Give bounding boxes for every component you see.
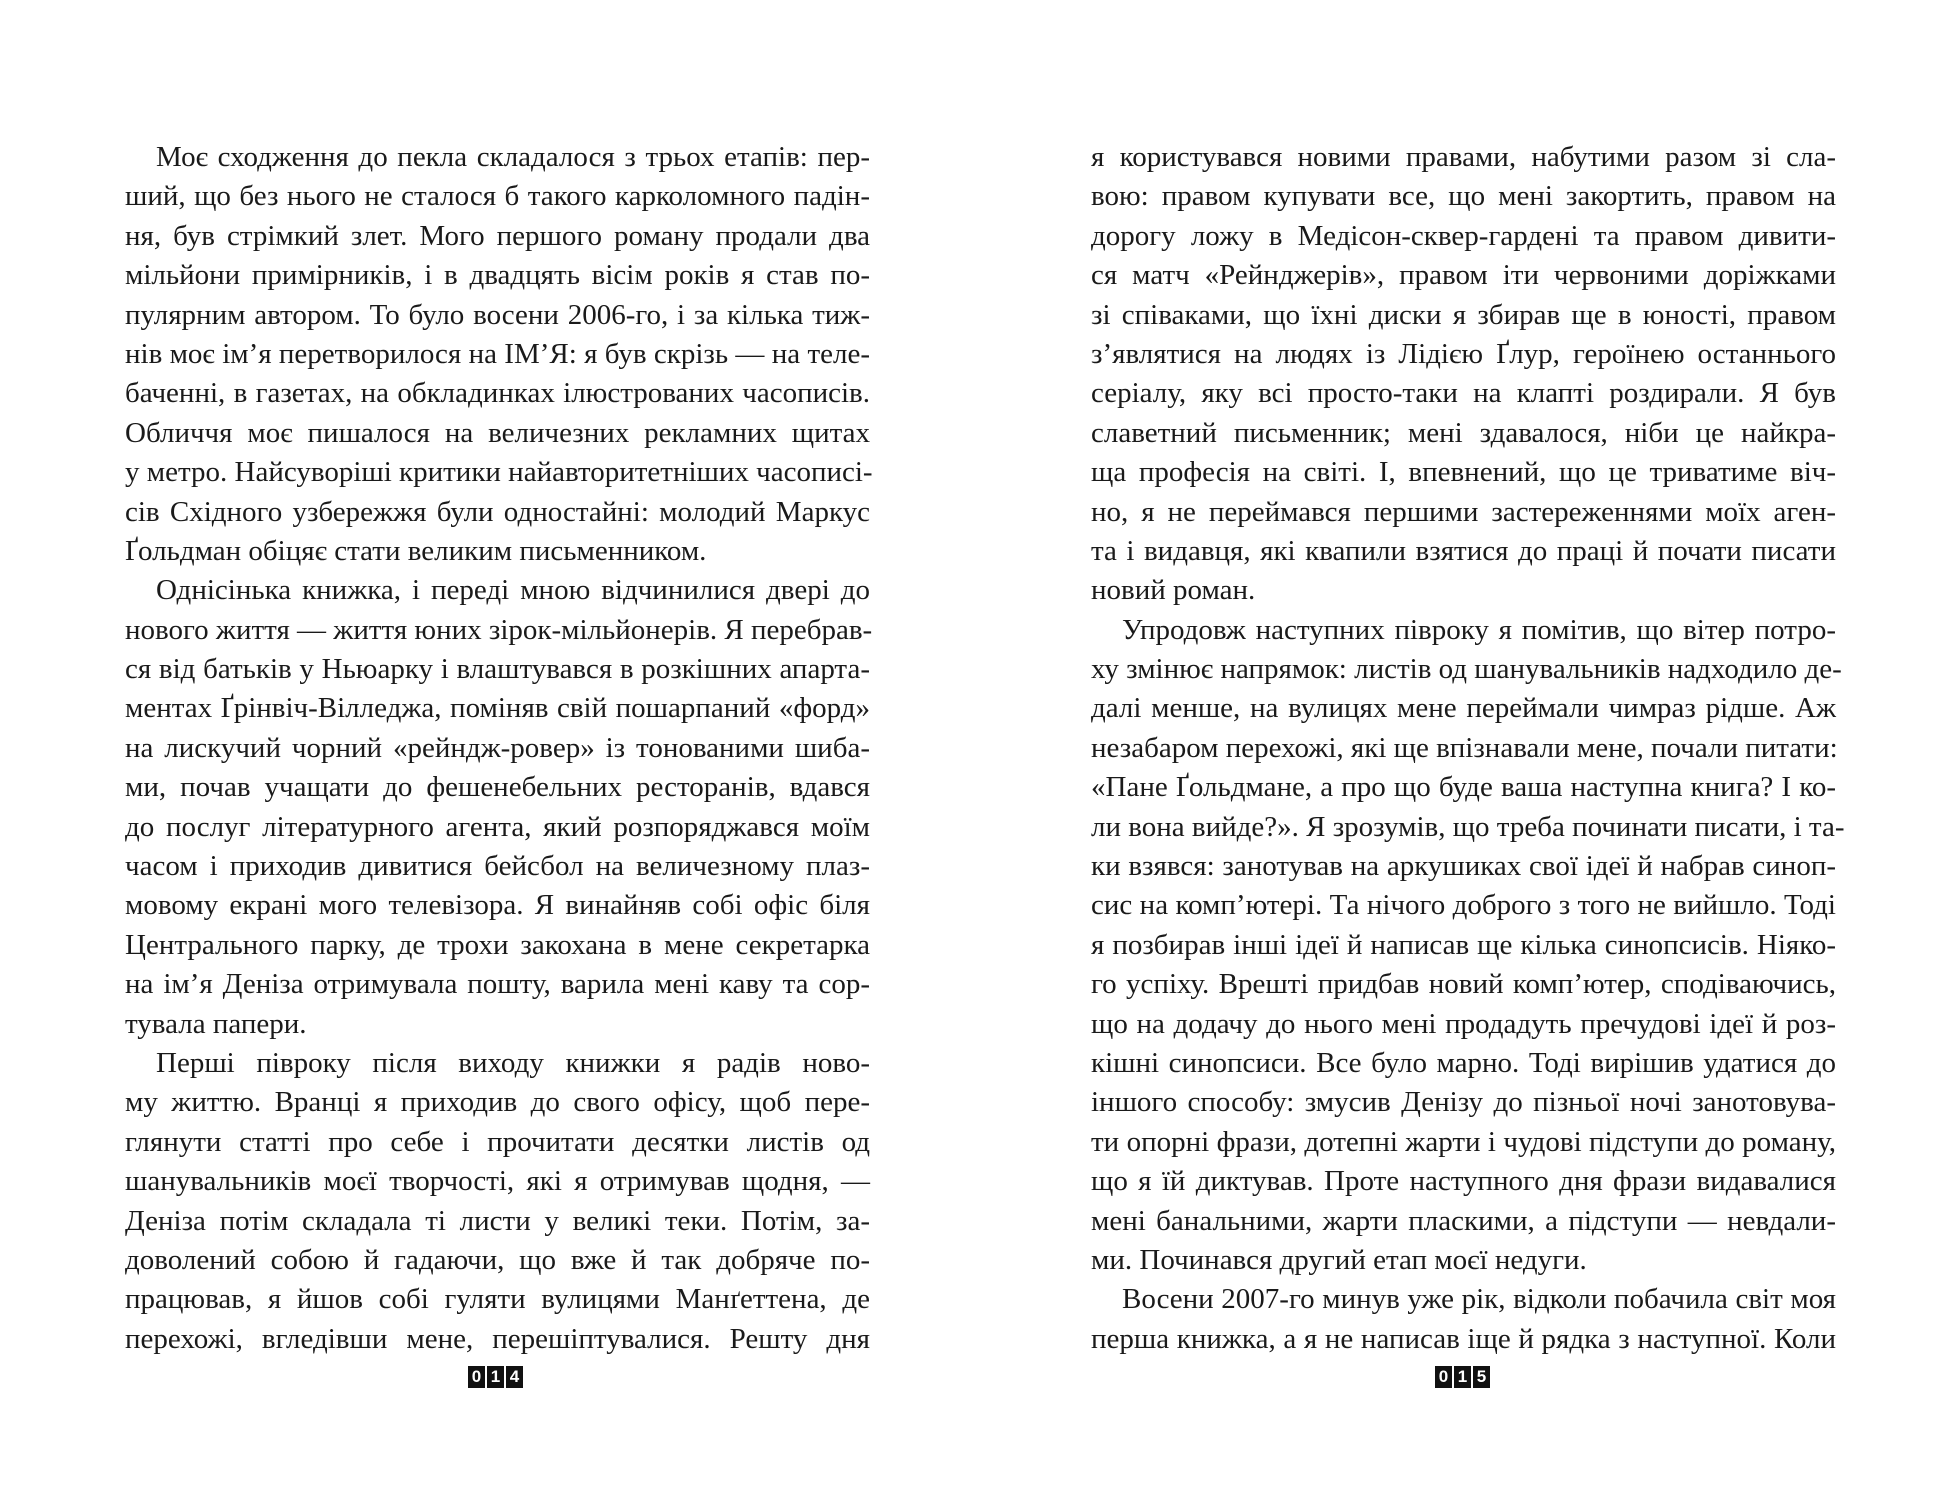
page-number-digit: 1 <box>1454 1366 1471 1388</box>
text-line: но, я не переймався першими застереженнями моїх аген- <box>1091 495 1836 528</box>
text-line: ментах Ґрінвіч-Вілледжа, поміняв свій пошарпаний «форд» <box>125 692 870 725</box>
text-line: кішні синопсиси. Все було марно. Тоді вирішив удатися до <box>1091 1046 1836 1079</box>
text-line: «Пане Ґольдмане, а про що буде ваша наступна книга? І ко- <box>1091 771 1836 804</box>
text-line: тувала папери. <box>125 1007 307 1040</box>
text-line: мені банальними, жарти пласкими, а підступи — невдали- <box>1091 1204 1836 1237</box>
text-line: Ґольдман обіцяє стати великим письменником. <box>125 534 707 567</box>
text-line: ся матч «Рейнджерів», правом іти червоними доріжками <box>1091 259 1836 292</box>
text-line: Перші півроку після виходу книжки я радів ново- <box>156 1046 870 1079</box>
text-line: нового життя — життя юних зірок-мільйонерів. Я перебрав- <box>125 613 873 646</box>
text-line: ху змінює напрямок: листів од шанувальників надходило де- <box>1091 653 1842 686</box>
text-line: ли вона вийде?». Я зрозумів, що треба починати писати, і та- <box>1091 810 1845 843</box>
text-line: у метро. Найсуворіші критики найавторитетніших часописі- <box>125 456 873 489</box>
text-line: Упродовж наступних півроку я помітив, що вітер потро- <box>1122 613 1836 646</box>
page-number-digit: 1 <box>487 1366 504 1388</box>
text-line: славетний письменник; мені здавалося, ніби це найкра- <box>1091 416 1836 449</box>
text-line: дорогу ложу в Медісон-сквер-гардені та правом дивити- <box>1091 219 1836 252</box>
text-line: Моє сходження до пекла складалося з трьох етапів: пер- <box>156 141 870 173</box>
text-line: серіалу, яку всі просто-таки на клапті роздирали. Я був <box>1091 377 1836 410</box>
text-line: Однісінька книжка, і переді мною відчинилися двері до <box>156 574 870 607</box>
text-line: мовому екрані мого телевізора. Я винайняв собі офіс біля <box>125 889 870 922</box>
text-line: Восени 2007-го минув уже рік, відколи побачила світ моя <box>1122 1283 1836 1316</box>
text-line: на ім’я Деніза отримувала пошту, варила мені каву та сор- <box>125 968 870 1001</box>
text-line: нів моє ім’я перетворилося на ІМ’Я: я був скрізь — на теле- <box>125 337 870 370</box>
text-line: глянути статті про себе і прочитати десятки листів од <box>125 1125 870 1158</box>
text-line: далі менше, на вулицях мене переймали чимраз рідше. Аж <box>1091 692 1836 725</box>
text-line: ки взявся: занотував на аркушиках свої ідеї й набрав синоп- <box>1091 850 1836 883</box>
text-line: я позбирав інші ідеї й написав ще кілька синопсисів. Ніяко- <box>1091 928 1836 961</box>
text-line: ший, що без нього не сталося б такого карколомного падін- <box>125 180 870 213</box>
right-page-text <box>1091 138 1845 1359</box>
text-line: новий роман. <box>1091 574 1256 607</box>
text-line: на лискучий чорний «рейндж-ровер» із тонованими шиба- <box>125 731 870 764</box>
text-line: баченні, в газетах, на обкладинках ілюстрованих часописів. <box>125 377 870 410</box>
page-number-digit: 4 <box>506 1366 523 1388</box>
text-line: ми, почав учащати до фешенебельних ресторанів, вдався <box>125 771 870 804</box>
text-line: перехожі, вгледівши мене, перешіптувалися. Решту дня <box>125 1322 870 1355</box>
right-page <box>1091 138 1845 1359</box>
text-line: зі співаками, що їхні диски я збирав ще в юності, правом <box>1091 298 1836 331</box>
text-line: ти опорні фрази, дотепні жарти і чудові підступи до роману, <box>1091 1125 1836 1158</box>
left-page <box>125 138 873 1359</box>
text-line: го успіху. Врешті придбав новий комп’ютер, сподіваючись, <box>1091 968 1836 1001</box>
text-line: незабаром перехожі, які ще впізнавали мене, почали питати: <box>1091 731 1838 764</box>
left-page-text <box>125 138 873 1359</box>
text-line: Деніза потім складала ті листи у великі теки. Потім, за- <box>125 1204 870 1237</box>
text-line: перша книжка, а я не написав іще й рядка з наступної. Коли <box>1091 1322 1836 1355</box>
text-line: сис на комп’ютері. Та нічого доброго з того не вийшло. Тоді <box>1091 889 1836 922</box>
text-line: що на додачу до нього мені продадуть пречудові ідеї й роз- <box>1091 1007 1836 1040</box>
text-line: та і видавця, які квапили взятися до праці й почати писати <box>1091 534 1836 567</box>
text-line: часом і приходив дивитися бейсбол на величезному плаз- <box>125 850 870 883</box>
text-line: я користувався новими правами, набутими разом зі сла- <box>1091 141 1836 173</box>
text-line: вою: правом купувати все, що мені закортить, правом на <box>1091 180 1836 213</box>
text-line: іншого способу: змусив Денізу до пізньої ночі занотовува- <box>1091 1086 1836 1119</box>
text-line: му життю. Вранці я приходив до свого офісу, щоб пере- <box>125 1086 870 1119</box>
page-number-digit: 5 <box>1473 1366 1490 1388</box>
text-line: з’являтися на людях із Лідією Ґлур, героїнею останнього <box>1091 337 1836 370</box>
text-line: ща професія на світі. І, впевнений, що це триватиме віч- <box>1091 456 1836 489</box>
page-number-digit: 0 <box>1435 1366 1452 1388</box>
page-number-digit: 0 <box>468 1366 485 1388</box>
text-line: ми. Починався другий етап моєї недуги. <box>1091 1243 1587 1276</box>
text-line: мільйони примірників, і в двадцять вісім років я став по- <box>125 259 870 292</box>
text-line: ня, був стрімкий злет. Мого першого роману продали два <box>125 219 870 252</box>
text-line: сів Східного узбережжя були одностайні: молодий Маркус <box>125 495 870 528</box>
text-line: шанувальників моєї творчості, які я отримував щодня, — <box>125 1165 870 1198</box>
text-line: доволений собою й гадаючи, що вже й так добряче по- <box>125 1243 870 1276</box>
right-page-number <box>1435 1366 1490 1388</box>
left-page-number <box>468 1366 523 1388</box>
text-line: ся від батьків у Ньюарку і влаштувався в розкішних апарта- <box>125 653 870 686</box>
text-line: до послуг літературного агента, який розпоряджався моїм <box>125 810 870 843</box>
text-line: Обличчя моє пишалося на величезних рекламних щитах <box>125 416 870 449</box>
text-line: що я їй диктував. Проте наступного дня фрази видавалися <box>1091 1165 1836 1198</box>
text-line: Центрального парку, де трохи закохана в мене секретарка <box>125 928 870 961</box>
text-line: працював, я йшов собі гуляти вулицями Манґеттена, де <box>125 1283 870 1316</box>
text-line: пулярним автором. То було восени 2006-го, і за кілька тиж- <box>125 298 870 331</box>
